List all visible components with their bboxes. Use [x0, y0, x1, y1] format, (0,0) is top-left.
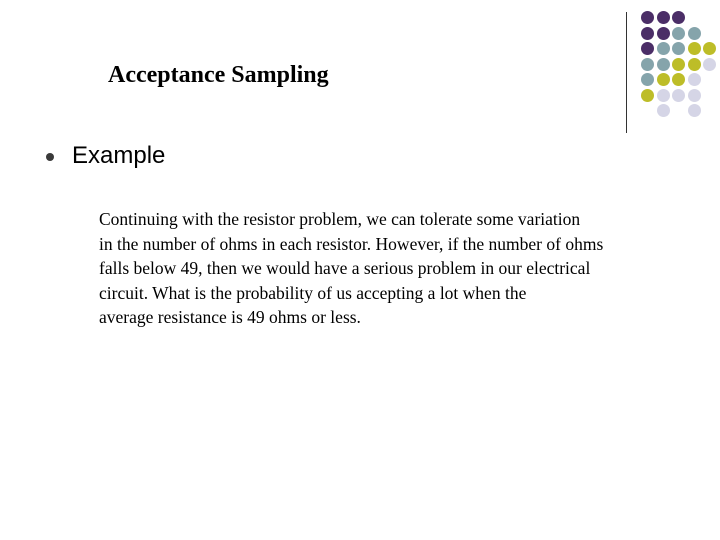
bullet-label: Example — [72, 142, 166, 169]
decorative-dot — [688, 58, 701, 71]
decorative-dot — [641, 73, 654, 86]
bullet-dot-icon — [46, 153, 54, 161]
decorative-dot — [657, 58, 670, 71]
decorative-dot — [641, 42, 654, 55]
paragraph-line: average resistance is 49 ohms or less. — [99, 307, 361, 327]
decorative-dot — [657, 27, 670, 40]
decorative-dot — [672, 42, 685, 55]
decorative-dot — [672, 27, 685, 40]
decorative-dot — [657, 42, 670, 55]
vertical-divider-line — [626, 12, 627, 133]
paragraph-line: falls below 49, then we would have a serious problem in our electrical — [99, 258, 591, 278]
decorative-dot — [657, 89, 670, 102]
decorative-dot — [657, 11, 670, 24]
decorative-dot — [657, 73, 670, 86]
paragraph-line: in the number of ohms in each resistor. However, if the number of ohms — [99, 233, 604, 254]
decorative-dot — [672, 58, 685, 71]
decorative-dot — [657, 104, 670, 117]
decorative-dot — [641, 27, 654, 40]
decorative-dot — [688, 73, 701, 86]
decorative-dot — [703, 58, 716, 71]
decorative-dot — [688, 42, 701, 55]
paragraph-line: circuit. What is the probability of us accepting a lot when the — [99, 282, 527, 303]
decorative-dot — [641, 11, 654, 24]
decorative-dot — [641, 89, 654, 102]
decorative-dot — [641, 58, 654, 71]
decorative-dot — [672, 89, 685, 102]
decorative-dot — [688, 89, 701, 102]
decorative-dot — [672, 11, 685, 24]
decorative-dot — [688, 27, 701, 40]
paragraph-line: Continuing with the resistor problem, we can tolerate some variation — [99, 209, 581, 229]
decorative-dot — [672, 73, 685, 86]
body-paragraph — [99, 207, 699, 330]
decorative-dot — [688, 104, 701, 117]
decorative-dot — [703, 42, 716, 55]
slide-title: Acceptance Sampling — [108, 62, 329, 88]
